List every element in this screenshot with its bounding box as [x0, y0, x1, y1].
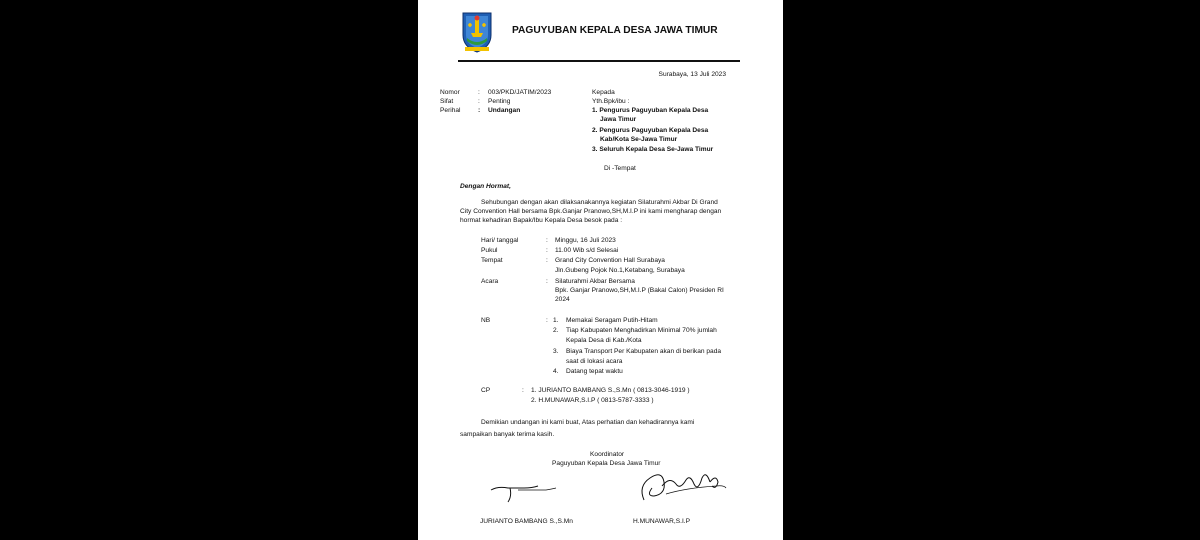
signature-title: Koordinator [590, 451, 625, 458]
nb-item-text: Memakai Seragam Putih-Hitam [566, 317, 658, 324]
recipient-kepada: Kepada [592, 89, 615, 96]
meta-colon: : [478, 89, 480, 96]
event-value: Jln.Gubeng Pojok No.1,Ketabang, Surabaya [555, 267, 685, 274]
recipient-yth: Yth.Bpk/ibu : [592, 98, 630, 105]
event-colon: : [546, 278, 548, 285]
left-signature [488, 478, 558, 506]
intro-line: hormat kehadiran Bapak/Ibu Kepala Desa besok pada : [460, 217, 623, 224]
di-tempat: Di -Tempat [604, 165, 636, 172]
event-value: Bpk. Ganjar Pranowo,SH,M.I.P (Bakal Calon) Presiden RI [555, 287, 724, 294]
nb-item-text: Datang tepat waktu [566, 368, 623, 375]
event-label: Tempat [481, 257, 503, 264]
event-value: 2024 [555, 296, 570, 303]
nb-item-number: 2. [553, 327, 559, 334]
meta-value-nomor: 003/PKD/JATIM/2023 [488, 89, 552, 96]
recipient-item: 2. Pengurus Paguyuban Kepala Desa [592, 127, 709, 134]
event-value: Minggu, 16 Juli 2023 [555, 237, 616, 244]
event-colon: : [546, 247, 548, 254]
nb-item-number: 1. [553, 317, 559, 324]
nb-colon: : [546, 317, 548, 324]
event-value: Grand City Convention Hall Surabaya [555, 257, 665, 264]
intro-line: Sehubungan dengan akan dilaksanakannya kegiatan Silaturahmi Akbar Di Grand [481, 199, 718, 206]
recipient-item: 3. Seluruh Kepala Desa Se-Jawa Timur [592, 146, 714, 153]
nb-item-text: Biaya Transport Per Kabupaten akan di berikan pada [566, 348, 722, 355]
letter-page [418, 0, 783, 540]
signatory-right-name: H.MUNAWAR,S.I.P [633, 518, 691, 525]
signatory-left-name: JURIANTO BAMBANG S.,S.Mn [480, 518, 573, 525]
event-label: Pukul [481, 247, 498, 254]
cp-colon: : [522, 387, 524, 394]
recipient-item: 1. Pengurus Paguyuban Kepala Desa [592, 107, 709, 114]
cp-label: CP [481, 387, 491, 394]
closing-line: Demikian undangan ini kami buat, Atas perhatian dan kehadirannya kami [481, 419, 695, 426]
signature-org: Paguyuban Kepala Desa Jawa Timur [552, 460, 661, 467]
nb-item-number: 4. [553, 368, 559, 375]
cp-item: 2. H.MUNAWAR,S.I.P ( 0813-5787-3333 ) [531, 397, 654, 404]
nb-item-text: Tiap Kabupaten Menghadirkan Minimal 70% jumlah [566, 327, 717, 334]
event-value: Silaturahmi Akbar Bersama [555, 278, 635, 285]
recipient-item: Jawa Timur [600, 116, 637, 123]
meta-label-perihal: Perihal [440, 107, 461, 114]
nb-item-number: 3. [553, 348, 559, 355]
event-value: 11.00 Wib s/d Selesai [555, 247, 619, 254]
event-colon: : [546, 257, 548, 264]
letterhead-divider [458, 60, 740, 62]
meta-colon: : [478, 107, 481, 114]
closing-line: sampaikan banyak terima kasih. [460, 431, 555, 438]
org-name-heading: PAGUYUBAN KEPALA DESA JAWA TIMUR [512, 25, 718, 36]
meta-colon: : [478, 98, 480, 105]
right-signature [636, 466, 728, 508]
meta-label-sifat: Sifat [440, 98, 454, 105]
recipient-item: Kab/Kota Se-Jawa Timur [600, 136, 678, 143]
event-colon: : [546, 237, 548, 244]
meta-label-nomor: Nomor [440, 89, 460, 96]
event-label: Hari/ tanggal [481, 237, 519, 244]
intro-line: City Convention Hall bersama Bpk.Ganjar Pranowo,SH,M.I.P ini kami mengharap dengan [460, 208, 722, 215]
nb-item-text: saat di lokasi acara [566, 358, 623, 365]
provincial-emblem-logo [460, 11, 494, 53]
event-label: Acara [481, 278, 499, 285]
place-date: Surabaya, 13 Juli 2023 [658, 71, 726, 78]
meta-value-sifat: Penting [488, 98, 511, 105]
salutation: Dengan Hormat, [460, 183, 511, 190]
nb-item-text: Kepala Desa di Kab./Kota [566, 337, 642, 344]
meta-value-perihal: Undangan [488, 107, 521, 114]
nb-label: NB [481, 317, 491, 324]
cp-item: 1. JURIANTO BAMBANG S.,S.Mn ( 0813-3046-1919 ) [531, 387, 690, 394]
